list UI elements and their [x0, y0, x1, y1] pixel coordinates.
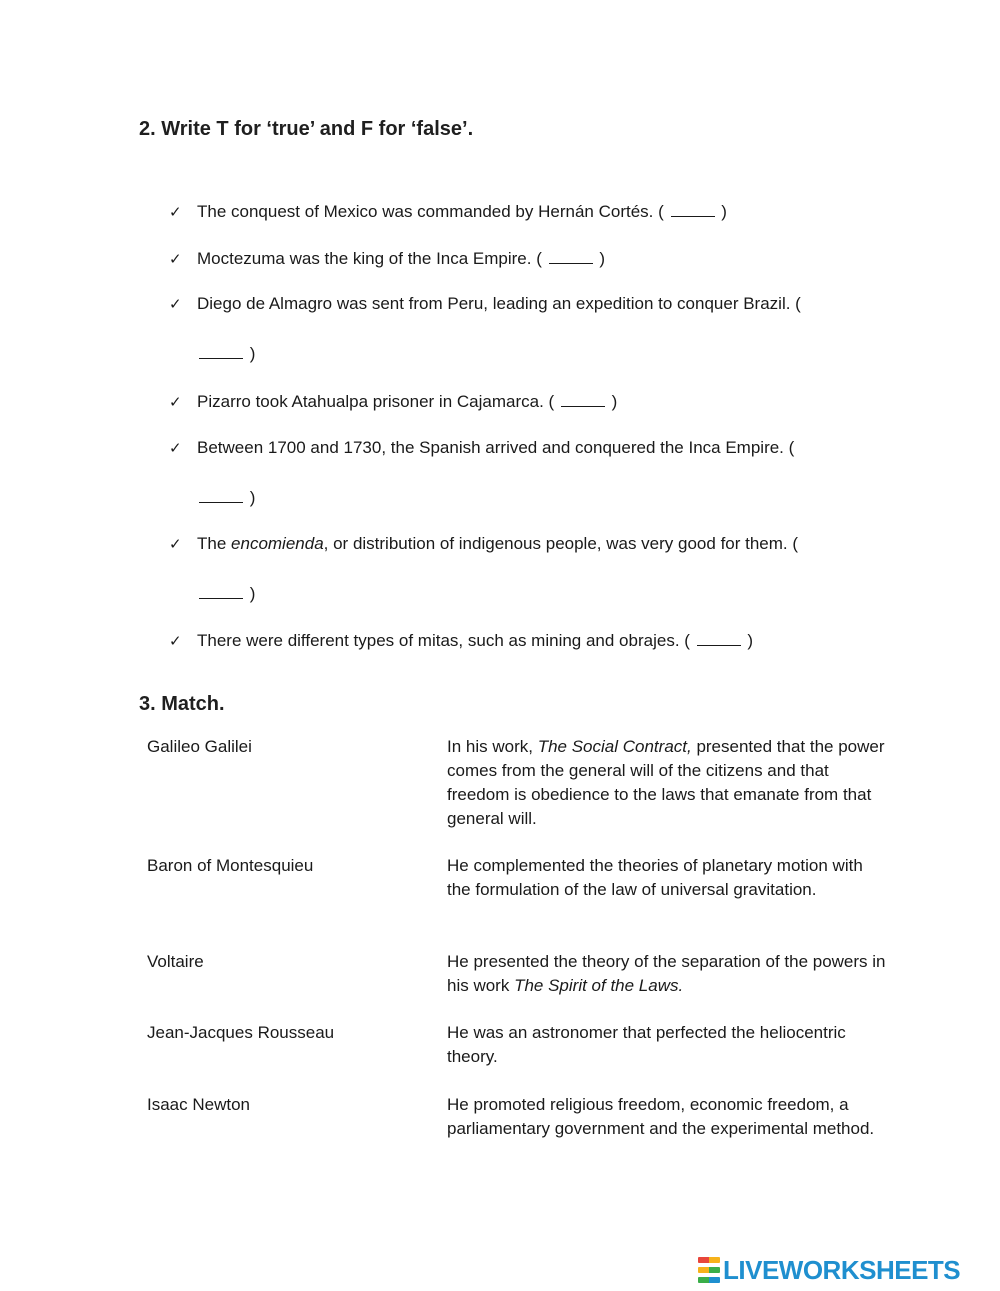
match-left-3[interactable]: Voltaire [147, 952, 204, 971]
match-right-3[interactable]: He presented the theory of the separation of the powers in his work The Spirit of the Laws. [447, 952, 886, 995]
tf-item-1 [169, 199, 727, 224]
answer-blank[interactable] [549, 246, 593, 264]
tf-close: ) [249, 584, 256, 603]
checkmark-icon: ✓ [169, 633, 182, 650]
checkmark-icon: ✓ [169, 536, 182, 553]
section-3-title: 3. Match. [139, 693, 225, 715]
tf-statement: There were different types of mitas, such as mining and obrajes. ( [197, 631, 690, 650]
tf-close: ) [249, 488, 256, 507]
tf-statement: Moctezuma was the king of the Inca Empire. ( [197, 249, 542, 268]
tf-close: ) [611, 392, 618, 411]
tf-item-6 [169, 533, 798, 556]
match-left-4[interactable]: Jean-Jacques Rousseau [147, 1023, 335, 1042]
checkmark-icon: ✓ [169, 296, 182, 313]
match-right-4[interactable]: He was an astronomer that perfected the heliocentric theory. [447, 1023, 846, 1066]
match-left-5[interactable]: Isaac Newton [147, 1095, 250, 1114]
checkmark-icon: ✓ [169, 440, 182, 457]
tf-close: ) [747, 631, 754, 650]
tf-item-4 [169, 389, 617, 414]
answer-blank[interactable] [671, 199, 715, 217]
checkmark-icon: ✓ [169, 394, 182, 411]
match-right-5[interactable]: He promoted religious freedom, economic freedom, a parliamentary government and the experimental method. [447, 1095, 875, 1138]
tf-item-7 [169, 628, 753, 653]
tf-statement: Diego de Almagro was sent from Peru, leading an expedition to conquer Brazil. ( [197, 294, 801, 313]
tf-close: ) [249, 344, 256, 363]
logo-text: LIVEWORKSHEETS [723, 1254, 961, 1285]
match-left-1[interactable]: Galileo Galilei [147, 737, 252, 756]
logo-mark-bar [698, 1257, 720, 1263]
answer-blank[interactable] [199, 581, 243, 599]
tf-item-3-cont [197, 341, 255, 365]
tf-item-5-cont [197, 485, 255, 509]
checkmark-icon: ✓ [169, 204, 182, 221]
tf-statement: Between 1700 and 1730, the Spanish arrived and conquered the Inca Empire. ( [197, 438, 795, 457]
match-right-2[interactable]: He complemented the theories of planetary motion with the formulation of the law of universal gravitation. [447, 856, 863, 899]
section-2-title: 2. Write T for ‘true’ and F for ‘false’. [139, 118, 474, 140]
tf-close: ) [599, 249, 606, 268]
tf-statement: Pizarro took Atahualpa prisoner in Cajamarca. ( [197, 392, 555, 411]
tf-italic-term: encomienda [231, 534, 324, 553]
match-left-2[interactable]: Baron of Montesquieu [147, 856, 314, 875]
logo-mark-bar [698, 1277, 720, 1283]
answer-blank[interactable] [697, 628, 741, 646]
checkmark-icon: ✓ [169, 251, 182, 268]
tf-statement: The [197, 534, 232, 553]
tf-item-2 [169, 246, 605, 271]
tf-item-6-cont [197, 581, 255, 605]
answer-blank[interactable] [199, 485, 243, 503]
logo-mark-icon [698, 1257, 720, 1283]
tf-statement: The conquest of Mexico was commanded by Hernán Cortés. ( [197, 202, 664, 221]
tf-item-3 [169, 293, 801, 316]
answer-blank[interactable] [199, 341, 243, 359]
tf-statement: , or distribution of indigenous people, was very good for them. ( [323, 534, 799, 553]
tf-item-5 [169, 437, 794, 460]
logo-mark-bar [698, 1267, 720, 1273]
match-right-1[interactable]: In his work, The Social Contract, presented that the power comes from the general will of the citizens and that freedom is obedience to the laws that emanate from that general will. [447, 737, 885, 828]
answer-blank[interactable] [561, 389, 605, 407]
liveworksheets-logo [698, 1256, 960, 1284]
tf-close: ) [721, 202, 727, 221]
